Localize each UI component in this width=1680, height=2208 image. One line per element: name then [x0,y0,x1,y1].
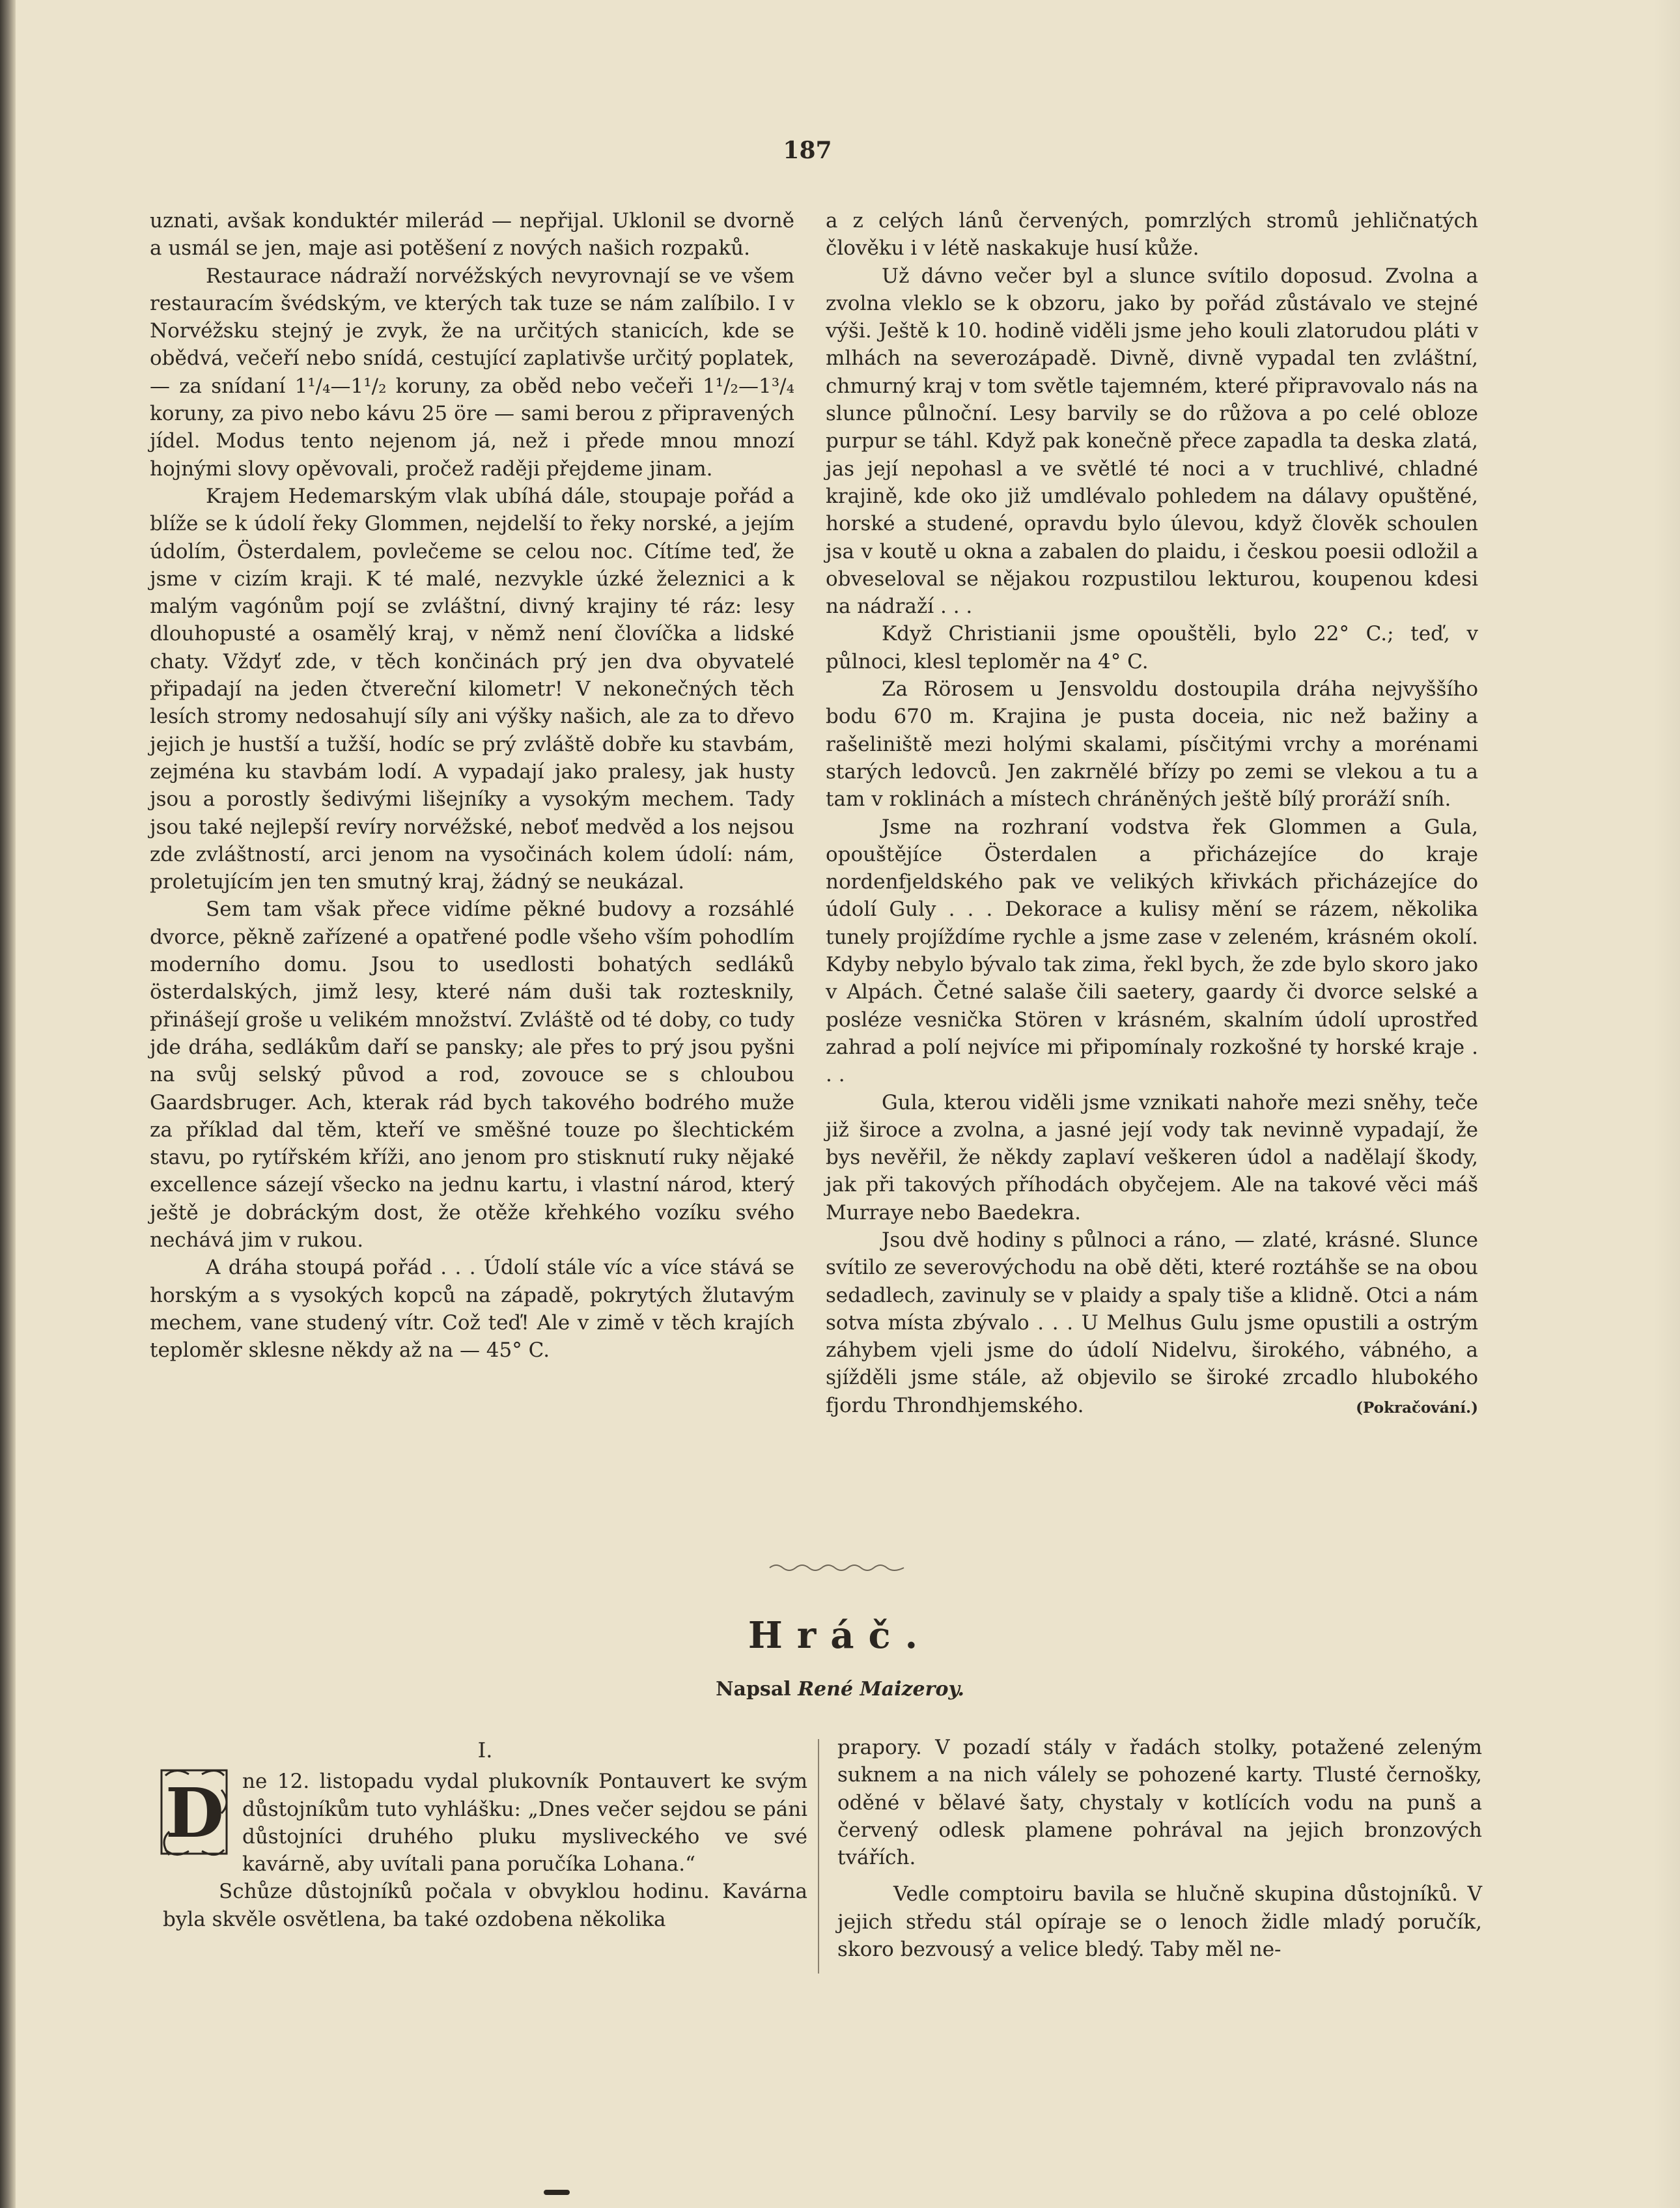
continued-label: (Pokračování.) [1356,1398,1478,1417]
paragraph: Gula, kterou viděli jsme vznikati nahoře mezi sněhy, teče již široce a zvolna, a jasné její vody tak nevinně vypadají, že bys nevěřil, že někdy zaplaví veškeren údol a nadělají škody, jak při takových příhodách obyčejem. Ale na takové věci máš Murraye nebo Baedekra. [826,1090,1478,1224]
paragraph: Vedle comptoiru bavila se hlučně skupina důstojníků. V jejich středu stál opíraje se o lenoch židle mladý poručík, skoro bezvousý a velice bledý. Taby měl ne- [837,1882,1482,1962]
section-divider-ornament [768,1560,905,1576]
story-right-column [837,1734,1482,1963]
page-smudge [544,2190,570,2195]
author-line [586,1678,1094,1701]
chapter-number: I. [477,1738,493,1762]
page-number: 187 [783,137,832,164]
author-prefix: Napsal [716,1678,791,1701]
paragraph: Když Christianii jsme opouštěli, bylo 22° C.; teď, v půlnoci, klesl teploměr na 4° C. [826,622,1478,673]
paragraph: A dráha stoupá pořád . . . Údolí stále víc a více stává se horským a s vysokých kopců na západě, pokrytých žlutavým mechem, vane studený vítr. Což teď! Ale v zimě v těch krajích teploměr sklesne někdy až na — 45° C. [150,1256,794,1363]
paragraph: Jsme na rozhraní vodstva řek Glommen a Gula, opouštějíce Österdalen a přicházejíce do kraje nordenfjeldského pak ve velikých křivkách přicházejíce do údolí Guly . . . Dekorace a kulisy mění se rázem, několika tunely projíždíme rychle a jsme zase v zeleném, krásném okolí. Kdyby nebylo bývalo tak zima, řekl bych, že zde bylo skoro jako v Alpách. Četné salaše čili saetery, gaardy či dvorce selské a posléze vesnička Stören v krásném, skalním údolí uprostřed zahrad a polí nejvíce mi připomínaly rozkošné ty horské kraje . . . [826,815,1478,1087]
paragraph: a z celých lánů červených, pomrzlých stromů jehličnatých člověku i v létě naskakuje husí kůže. [826,209,1478,261]
paragraph-text: Jsou dvě hodiny s půlnoci a ráno, — zlaté, krásné. Slunce svítilo ze severovýchodu na obě děti, které roztáhše se na obou sedadlech, zavinuly se v plaidy a spaly tiše a klidně. Otci a nám sotva místa zbývalo . . . U Melhus Gulu jsme opustili a ostrým záhybem vjeli jsme do údolí Nidelvu, širokého, vábného, a sjížděli jsme stále, až objevilo se široké zrcadlo hlubokého fjordu Throndhjemského. [826,1228,1478,1417]
ornamental-initial-d [156,1764,233,1861]
paragraph: Za Rörosem u Jensvoldu dostoupila dráha nejvyššího bodu 670 m. Krajina je pusta doceia, nic než bažiny a rašeliniště mezi holými skalami, písčitými vrchy a morénami starých ledovců. Jen zakrnělé břízy po zemi se vlekou a tu a tam v roklinách a místech chráněných ještě bílý proráží sníh. [826,677,1478,812]
book-spine-shadow [0,0,16,2208]
paragraph: Už dávno večer byl a slunce svítilo doposud. Zvolna a zvolna vleklo se k obzoru, jako by pořád zůstávalo ve stejné výši. Ještě k 10. hodině viděli jsme jeho kouli zlatorudou pláti v mlhách na severozápadě. Divně, divně vypadal ten zvláštní, chmurný kraj v tom světle tajemném, které připravovalo nás na slunce půlnoční. Lesy barvily se do růžova a po celé obloze purpur se táhl. Když pak konečně přece zapadla ta deska zlatá, jas její nepohasl a ve světlé té noci a v truchlivé, chladné krajině, kde oko již umdlévalo pohledem na dálavy opuštěné, horské a studené, opravdu bylo úlevou, když člověk schoulen jsa v koutě u okna a zabalen do plaidu, i českou poesii odložil a obveseloval se nějakou rozpustilou lekturou, koupenou kdesi na nádraží . . . [826,264,1478,619]
paragraph: Krajem Hedemarským vlak ubíhá dále, stoupaje pořád a blíže se k údolí řeky Glommen, nejdelší to řeky norské, a jejím údolím, Österdalem, povlečeme se celou noc. Cítíme teď, že jsme v cizím kraji. K té malé, nezvykle úzké železnici a k malým vagónům pojí se zvláštní, divný krajiny té ráz: lesy dlouhopusté a osamělý kraj, v němž není človíčka a lidské chaty. Vždyť zde, v těch končinách prý jen dva obyvatelé připadají na jeden čtvereční kilometr! V nekonečných těch lesích stromy nedosahují síly ani výšky našich, ale za to dřevo jejich je hustší a tužší, hodíc se prý zvláště dobře ku stavbám, zejména ku stavbám lodí. A vypadají jako pralesy, jak husty jsou a porostly šedivými lišejníky a vysokým mechem. Tady jsou také nejlepší revíry norvéžské, neboť medvěd a los nejsou zde zvláštností, arci jenom na vysočinách kolem údolí: nám, proletujícím jen ten smutný kraj, žádný se neukázal. [150,484,794,894]
story-title: Hráč. [748,1614,932,1657]
author-name: René Maizeroy. [798,1678,964,1701]
right-column-top [826,207,1478,1422]
page-edge-shade [1654,0,1680,2208]
paragraph: ne 12. listopadu vydal plukovník Pontauvert ke svým důstojníkům tuto vyhlášku: „Dnes večer sejdou se páni důstojníci druhého pluku mysliveckého ve své kavárně, aby uvítali pana poručíka Lohana.“ [242,1770,807,1876]
paragraph: Sem tam však přece vidíme pěkné budovy a rozsáhlé dvorce, pěkně zařízené a opatřené podle všeho vším pohodlím moderního domu. Jsou to usedlosti bohatých sedláků österdalských, jimž lesy, které nám duši tak roztesknily, přinášejí groše u velikém množství. Zvláště od té doby, co tudy jde dráha, sedlákům daří se pansky; ale přes to prý jsou pyšni na svůj selský původ a rod, zovouce se s chloubou Gaardsbruger. Ach, kterak rád bych takového bodrého muže za příklad dal těm, kteří ve směšné touze po šlechtickém stavu, po rytířském kříži, ano jenom pro stisknutí ruky nějaké excellence sázejí všecko na jednu kartu, i vlastní národ, který ještě je dobráckým dost, že otěže křehkého vozíku svého nechává jim v rukou. [150,898,794,1252]
paragraph: prapory. V pozadí stály v řadách stolky, potažené zeleným suknem a na nich válely se pohozené karty. Tlusté černošky, oděné v bělavé šaty, chystaly v kotlících vodu na punš a červený odlesk plamene pohrával na jejich bronzových tvářích. [837,1736,1482,1870]
paragraph: Restaurace nádraží norvéžských nevyrovnají se ve všem restauracím švédským, ve kterých tak tuze se nám zalíbilo. I v Norvéžsku stejný je zvyk, že na určitých stanicích, kde se obědvá, večeří nebo snídá, cestující zaplativše určitý poplatek, — za snídaní 1¹/₄—1¹/₂ koruny, za oběd nebo večeři 1¹/₂—1³/₄ koruny, za pivo nebo kávu 25 öre — sami berou z připravených jídel. Modus tento nejenom já, než i přede mnou mnozí hojnými slovy opěvovali, pročež raději přejdeme jinam. [150,264,794,481]
paragraph: Schůze důstojníků počala v obvyklou hodinu. Kavárna byla skvěle osvětlena, ba také ozdobena několika [163,1880,807,1931]
paragraph-last [826,1226,1478,1419]
dropcap-letter: D [165,1773,225,1854]
left-column-top [150,207,794,1364]
column-rule [818,1739,819,1974]
paragraph: uznati, avšak konduktér milerád — nepřijal. Uklonil se dvorně a usmál se jen, maje asi potěšení z nových našich rozpaků. [150,209,794,261]
story-left-column [163,1734,807,1933]
